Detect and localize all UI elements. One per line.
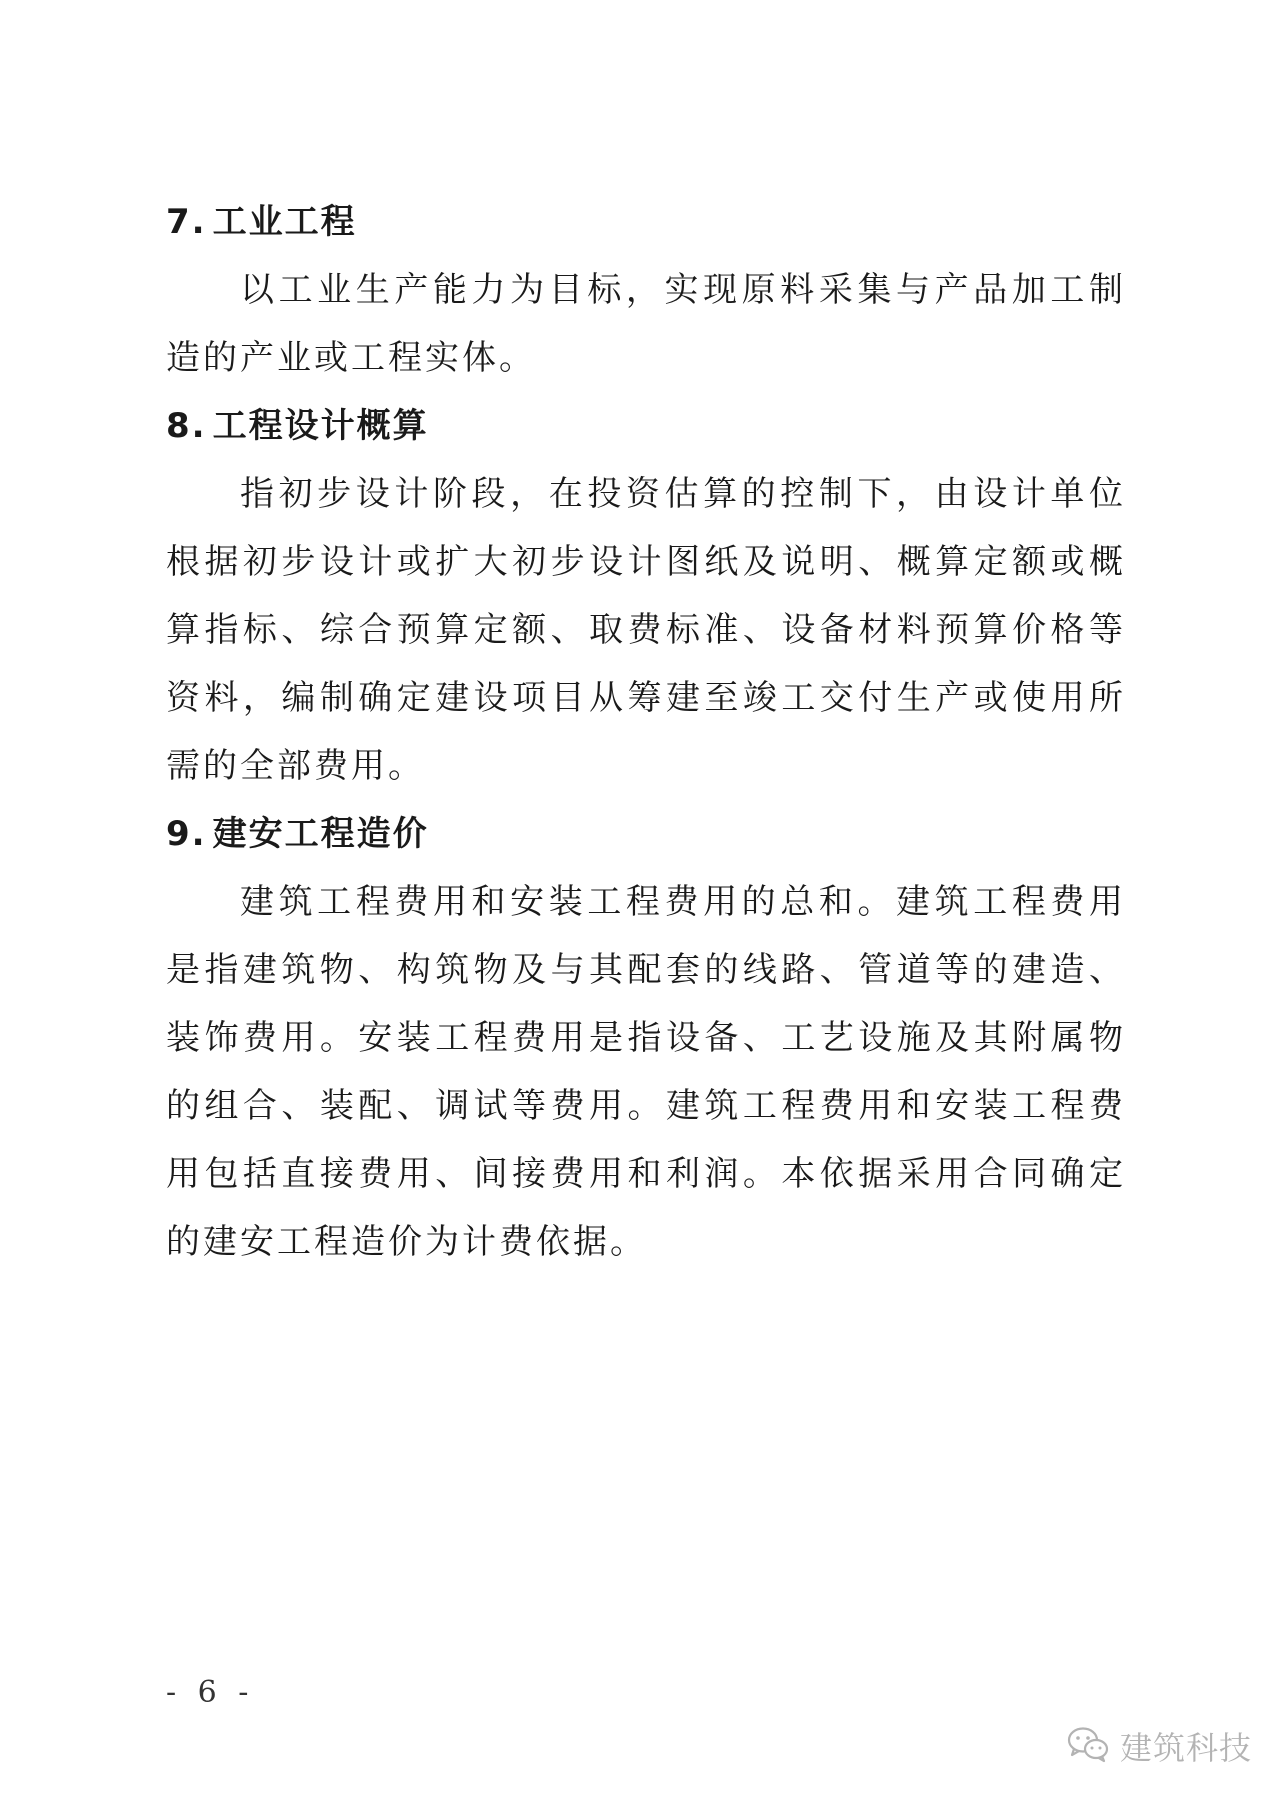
- section-heading: [166, 188, 1126, 256]
- section-9: [166, 800, 1126, 1276]
- page-number: - 6 -: [166, 1675, 255, 1710]
- section-heading: [166, 800, 1126, 868]
- section-7: [166, 188, 1126, 392]
- section-8: [166, 392, 1126, 800]
- watermark: [1066, 1723, 1252, 1769]
- section-body: 以工业生产能力为目标，实现原料采集与产品加工制造的产业或工程实体。: [166, 270, 1126, 378]
- section-heading: [166, 392, 1126, 460]
- watermark-text: 建筑科技: [1119, 1729, 1252, 1767]
- section-title: 建安工程造价: [212, 814, 429, 854]
- section-title: 工业工程: [212, 202, 357, 242]
- section-number: 8.: [166, 406, 207, 446]
- wechat-icon: [1066, 1725, 1110, 1767]
- section-body: 建筑工程费用和安装工程费用的总和。建筑工程费用是指建筑物、构筑物及与其配套的线路、管道等的建造、装饰费用。安装工程费用是指设备、工艺设施及其附属物的组合、装配、调试等费用。建筑工程费用和安装工程费用包括直接费用、间接费用和利润。本依据采用合同确定的建安工程造价为计费依据。: [166, 882, 1126, 1262]
- document-content: [166, 188, 1126, 1276]
- section-body: 指初步设计阶段，在投资估算的控制下，由设计单位根据初步设计或扩大初步设计图纸及说明、概算定额或概算指标、综合预算定额、取费标准、设备材料预算价格等资料，编制确定建设项目从筹建至竣工交付生产或使用所需的全部费用。: [166, 474, 1126, 786]
- section-number: 9.: [166, 814, 207, 854]
- section-title: 工程设计概算: [212, 406, 429, 446]
- section-number: 7.: [166, 202, 207, 242]
